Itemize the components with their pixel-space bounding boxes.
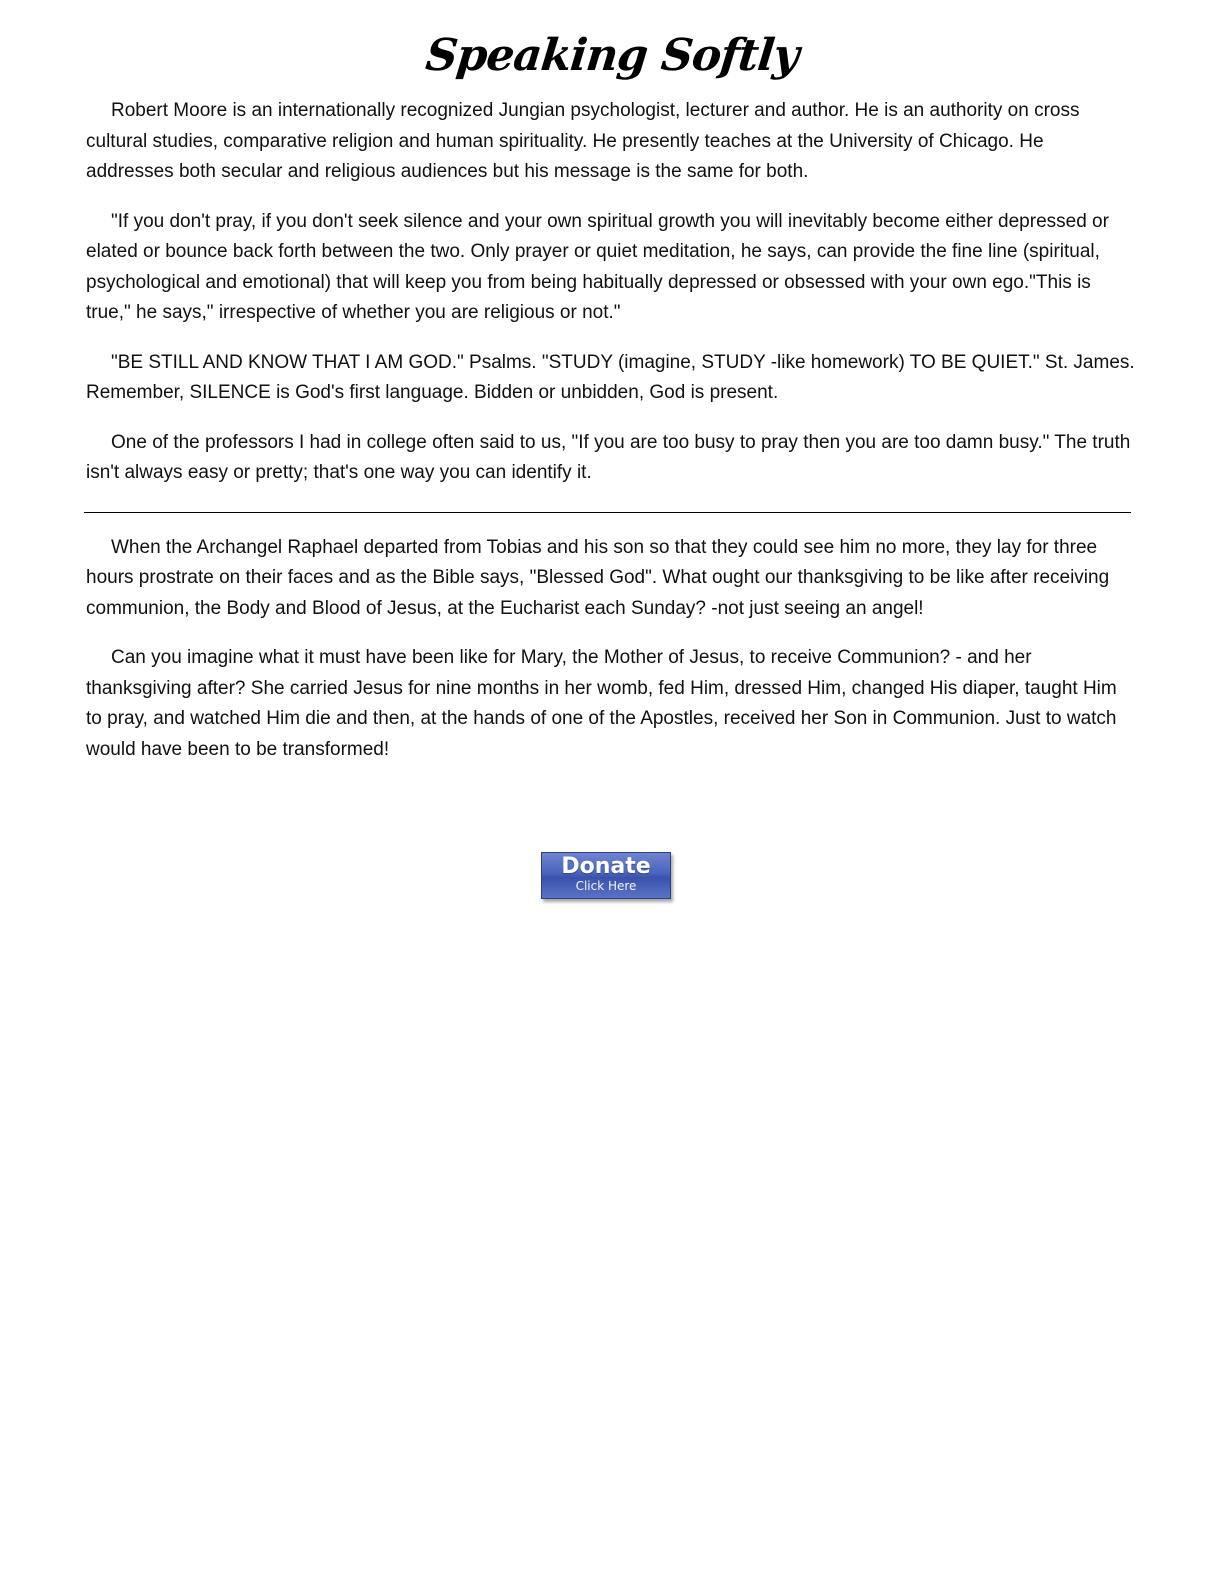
section-divider [84,512,1131,513]
paragraph-prayer-quote: "If you don't pray, if you don't seek silence and your own spiritual growth you will inevitably become either depressed or elated or bounce back forth between the two. Only prayer or quiet meditation, he says, can provide the fine line (spiritual, psychological and emotional) that will keep you from being habitually depressed or obsessed with your own ego."This is true," he says," irrespective of whether you are religious or not." [86,210,1109,323]
article-body [86,96,1136,784]
donate-button[interactable] [541,852,671,899]
paragraph-professor-quote: One of the professors I had in college often said to us, "If you are too busy to pray then you are too damn busy." The truth isn't always easy or pretty; that's one way you can identify it. [86,431,1131,483]
page-title: Speaking Softly [423,30,801,81]
donate-container [541,852,671,899]
paragraph-archangel-raphael: When the Archangel Raphael departed from Tobias and his son so that they could see him no more, they lay for three hours prostrate on their faces and as the Bible says, "Blessed God". What ought our thanksgiving to be like after receiving communion, the Body and Blood of Jesus, at the Eucharist each Sunday? -not just seeing an angel! [86,536,1110,619]
paragraph-robert-moore: Robert Moore is an internationally recognized Jungian psychologist, lecturer and author. He is an authority on cross cultural studies, comparative religion and human spirituality. He presently teaches at the University of Chicago. He addresses both secular and religious audiences but his message is the same for both. [86,100,1080,182]
paragraph-be-still: "BE STILL AND KNOW THAT I AM GOD." Psalms. "STUDY (imagine, STUDY -like homework) TO BE QUIET." St. James. Remember, SILENCE is God's first language. Bidden or unbidden, God is present. [86,351,1135,403]
donate-label: Donate [561,854,651,879]
paragraph-mary-communion: Can you imagine what it must have been like for Mary, the Mother of Jesus, to receive Communion? - and her thanksgiving after? She carried Jesus for nine months in her womb, fed Him, dressed Him, changed His diaper, taught Him to pray, and watched Him die and then, at the hands of one of the Apostles, received her Son in Communion. Just to watch would have been to be transformed! [86,647,1117,760]
donate-sublabel: Click Here [575,879,637,893]
